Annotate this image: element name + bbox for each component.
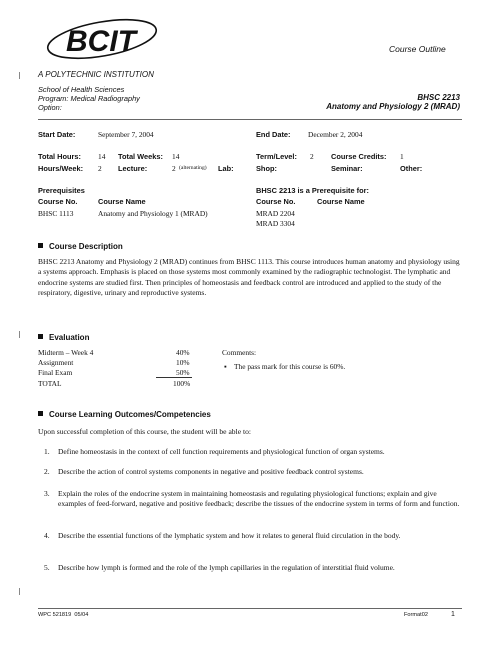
total-weeks-value: 14	[172, 152, 180, 161]
bullet-icon	[38, 411, 43, 416]
lecture-value: 2	[172, 164, 176, 173]
end-date-label: End Date:	[256, 130, 291, 139]
eval-item-value: 50%	[176, 368, 190, 377]
col-course-no: Course No.	[256, 197, 296, 206]
outcome-item: 5. Describe how lymph is formed and the role of the lymph capillaries in the regulation of interstitial fluid volume.	[44, 563, 395, 572]
eval-total-label: TOTAL	[38, 379, 62, 388]
bullet-icon	[38, 334, 43, 339]
outcome-item: 4. Describe the essential functions of the lymphatic system and how it relates to general fluid circulation in the body.	[44, 531, 401, 540]
eval-item-label: Midterm – Week 4	[38, 348, 94, 357]
course-title: Anatomy and Physiology 2 (MRAD)	[326, 102, 460, 111]
start-date-value: September 7, 2004	[98, 130, 154, 139]
hours-week-value: 2	[98, 164, 102, 173]
seminar-label: Seminar:	[331, 164, 363, 173]
col-course-name: Course Name	[317, 197, 365, 206]
dependent-course-no: MRAD 2204	[256, 209, 295, 218]
dependent-course-no: MRAD 3304	[256, 219, 295, 228]
outcome-item: 3. Explain the roles of the endocrine system in maintaining homeostasis and regulating physiological functions; explain and give examples of feed-forward, negative and positive feedback; describe the tissues of the endocrine system in terms of form and function.	[44, 489, 460, 508]
eval-item-label: Assignment	[38, 358, 74, 367]
bullet-icon	[38, 243, 43, 248]
col-course-no: Course No.	[38, 197, 78, 206]
page-number: 1	[451, 611, 455, 618]
prerequisites-heading: Prerequisites	[38, 186, 85, 195]
hours-week-label: Hours/Week:	[38, 164, 84, 173]
eval-item-value: 40%	[176, 348, 190, 357]
eval-total-value: 100%	[173, 379, 191, 388]
lecture-label: Lecture:	[118, 164, 148, 173]
lab-label: Lab:	[218, 164, 234, 173]
footer-form-code: WPC 521819 05/04	[38, 612, 89, 618]
footer-divider	[38, 608, 462, 609]
credits-label: Course Credits:	[331, 152, 387, 161]
scan-mark	[19, 331, 20, 338]
total-rule	[156, 377, 192, 378]
outcomes-intro: Upon successful completion of this course, the student will be able to:	[38, 427, 252, 436]
outcome-item: 1. Define homeostasis in the context of cell function requirements and physiological function of organ systems.	[44, 447, 385, 456]
total-hours-label: Total Hours:	[38, 152, 81, 161]
prereq-course-no: BHSC 1113	[38, 209, 74, 218]
col-course-name: Course Name	[98, 197, 146, 206]
start-date-label: Start Date:	[38, 130, 76, 139]
scan-mark	[19, 588, 20, 595]
eval-item-label: Final Exam	[38, 368, 73, 377]
end-date-value: December 2, 2004	[308, 130, 363, 139]
scan-mark	[19, 72, 20, 79]
course-description-text: BHSC 2213 Anatomy and Physiology 2 (MRAD) continues from BHSC 1113. This course introduces human anatomy and physiology using a systems approach. Emphasis is placed on those systems most commonly examined by the radiographic technologist. The lymphatic and endocrine systems are studied first. Then principles of homeostasis and feedback control are introduced and applied to the study of the respiratory, digestive, urinary and reproductive systems.	[38, 257, 460, 298]
credits-value: 1	[400, 152, 404, 161]
eval-item-value: 10%	[176, 358, 190, 367]
program-name: Program: Medical Radiography	[38, 94, 140, 103]
term-label: Term/Level:	[256, 152, 297, 161]
section-heading-outcomes: Course Learning Outcomes/Competencies	[38, 410, 211, 419]
option-label: Option:	[38, 103, 62, 112]
prereq-course-name: Anatomy and Physiology 1 (MRAD)	[98, 209, 208, 218]
total-hours-value: 14	[98, 152, 106, 161]
lecture-note: (alternating)	[179, 165, 207, 171]
section-heading-description: Course Description	[38, 242, 123, 251]
other-label: Other:	[400, 164, 423, 173]
logo-text: BCIT	[66, 25, 136, 58]
comment-text: The pass mark for this course is 60%.	[234, 362, 346, 371]
divider	[38, 119, 462, 120]
outcome-item: 2. Describe the action of control systems components in negative and positive feedback control systems.	[44, 467, 364, 476]
comment-bullet-icon: ▪	[224, 362, 227, 371]
comments-label: Comments:	[222, 348, 257, 357]
section-heading-evaluation: Evaluation	[38, 333, 89, 342]
term-value: 2	[310, 152, 314, 161]
shop-label: Shop:	[256, 164, 277, 173]
bcit-logo	[44, 14, 168, 69]
course-code: BHSC 2213	[417, 93, 460, 102]
footer-format: Format02	[404, 612, 428, 618]
prerequisite-for-heading: BHSC 2213 is a Prerequisite for:	[256, 186, 369, 195]
doc-type: Course Outline	[389, 44, 446, 54]
institution-tagline: A POLYTECHNIC INSTITUTION	[38, 70, 154, 79]
school-name: School of Health Sciences	[38, 85, 125, 94]
total-weeks-label: Total Weeks:	[118, 152, 163, 161]
